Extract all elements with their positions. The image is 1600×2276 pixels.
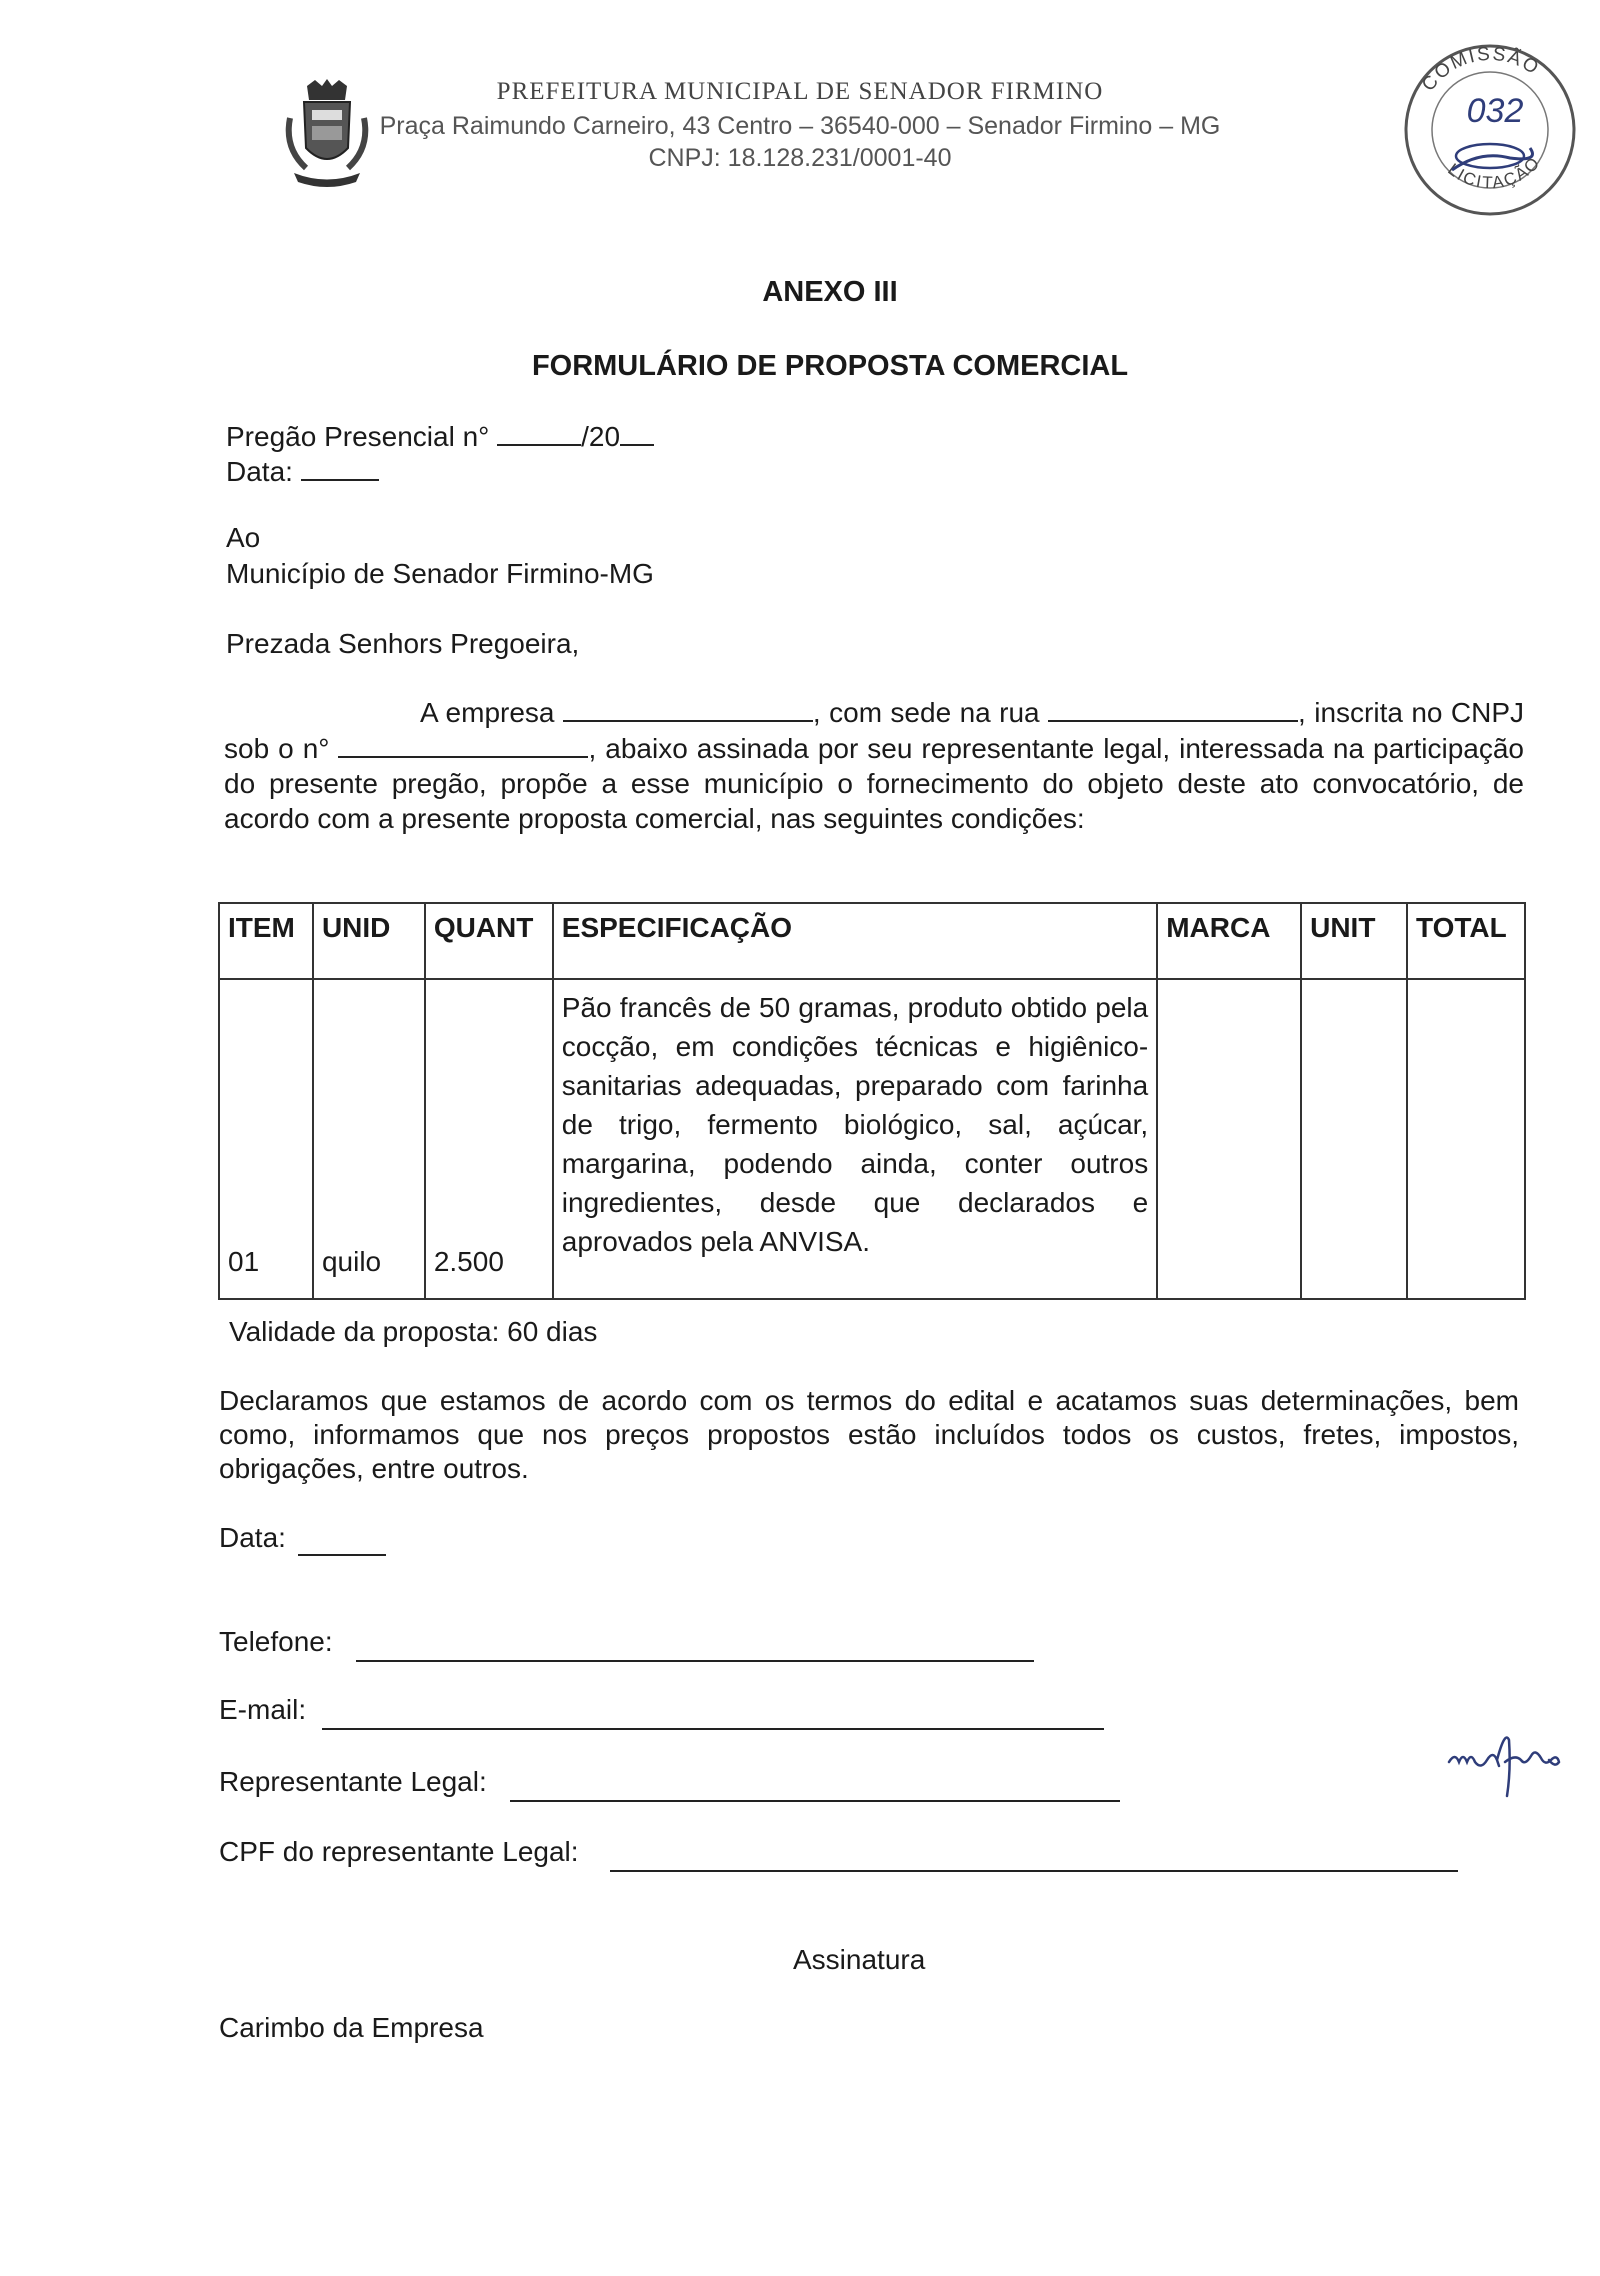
paragraph-street-label: , com sede na rua — [812, 697, 1040, 728]
header-title: PREFEITURA MUNICIPAL DE SENADOR FIRMINO — [496, 78, 1104, 105]
paragraph-cnpj-label: , inscrita no CNPJ sob o n° — [224, 697, 1525, 764]
company-name-blank[interactable] — [563, 694, 813, 722]
recipient-to: Ao — [226, 522, 261, 553]
stamp-number: 032 — [1466, 92, 1524, 130]
col-header-unit: UNIT — [1301, 903, 1407, 979]
rep-label: Representante Legal: — [219, 1766, 487, 1797]
cell-unid: quilo — [313, 979, 425, 1299]
phone-field[interactable] — [356, 1660, 1034, 1662]
annex-title: ANEXO III — [762, 276, 898, 308]
recipient-name: Município de Senador Firmino-MG — [226, 558, 654, 589]
pregao-year-sep: /20 — [581, 421, 621, 452]
paragraph-company-label: A empresa — [420, 697, 555, 728]
cell-total[interactable] — [1407, 979, 1525, 1299]
col-header-total: TOTAL — [1407, 903, 1525, 979]
pregao-label: Pregão Presencial n° — [226, 421, 490, 452]
email-field[interactable] — [322, 1728, 1104, 1730]
date-line-top — [226, 453, 379, 490]
validity-text: Validade da proposta: 60 dias — [229, 1316, 598, 1347]
handwritten-initials — [1445, 1730, 1565, 1800]
pregao-year-blank[interactable] — [620, 418, 654, 446]
col-header-unid: UNID — [313, 903, 425, 979]
rep-field[interactable] — [510, 1800, 1120, 1802]
proposal-paragraph — [224, 694, 1524, 836]
street-blank[interactable] — [1048, 694, 1298, 722]
date-label-bottom: Data: — [219, 1522, 286, 1553]
email-label: E-mail: — [219, 1694, 307, 1725]
cpf-field[interactable] — [610, 1870, 1458, 1872]
form-title: FORMULÁRIO DE PROPOSTA COMERCIAL — [531, 350, 1129, 382]
paragraph-body: , abaixo assinada por seu representante legal, interessada na participação do presente pregão, propõe a esse município o fornecimento do objeto deste ato convocatório, de acordo com a presente proposta comercial, nas seguintes condições: — [224, 733, 1525, 834]
company-stamp-label: Carimbo da Empresa — [219, 2012, 484, 2043]
col-header-quant: QUANT — [425, 903, 553, 979]
table-header-row — [219, 903, 1525, 979]
cell-marca[interactable] — [1157, 979, 1301, 1299]
cell-quant: 2.500 — [425, 979, 553, 1299]
date-label-top: Data: — [226, 456, 293, 487]
header-cnpj: CNPJ: 18.128.231/0001-40 — [648, 144, 952, 172]
stamp-top-text: COMISSÃO — [1418, 43, 1544, 96]
phone-label: Telefone: — [219, 1626, 333, 1657]
col-header-marca: MARCA — [1157, 903, 1301, 979]
signature-label: Assinatura — [793, 1944, 926, 1975]
cnpj-blank[interactable] — [338, 730, 588, 758]
pregao-number-blank[interactable] — [497, 418, 581, 446]
table-row — [219, 979, 1525, 1299]
svg-text:COMISSÃO — [1418, 44, 1543, 96]
cell-spec: Pão francês de 50 gramas, produto obtido pela cocção, em condições técnicas e higiênico-sanitarias adequadas, preparado com farinha de trigo, fermento biológico, sal, açúcar, margarina, podendo ainda, conter outros ingredientes, desde que declarados e aprovados pela ANVISA. — [553, 979, 1157, 1299]
cpf-label: CPF do representante Legal: — [219, 1836, 579, 1867]
cell-unit[interactable] — [1301, 979, 1407, 1299]
header-address: Praça Raimundo Carneiro, 43 Centro – 36540-000 – Senador Firmino – MG — [379, 112, 1221, 140]
col-header-item: ITEM — [219, 903, 313, 979]
declaration-text: Declaramos que estamos de acordo com os termos do edital e acatamos suas determinações, bem como, informamos que nos preços propostos estão incluídos todos os custos, fretes, impostos, obrigações, entre outros. — [219, 1385, 1519, 1484]
col-header-spec: ESPECIFICAÇÃO — [553, 903, 1157, 979]
salutation: Prezada Senhors Pregoeira, — [226, 628, 580, 659]
date-blank-bottom[interactable] — [298, 1554, 386, 1556]
proposal-table — [218, 902, 1526, 1300]
cell-item: 01 — [219, 979, 313, 1299]
stamp-bottom-text: LICITAÇÃO — [1444, 152, 1545, 193]
date-blank-top[interactable] — [301, 453, 379, 481]
pregao-number-line — [226, 418, 654, 455]
